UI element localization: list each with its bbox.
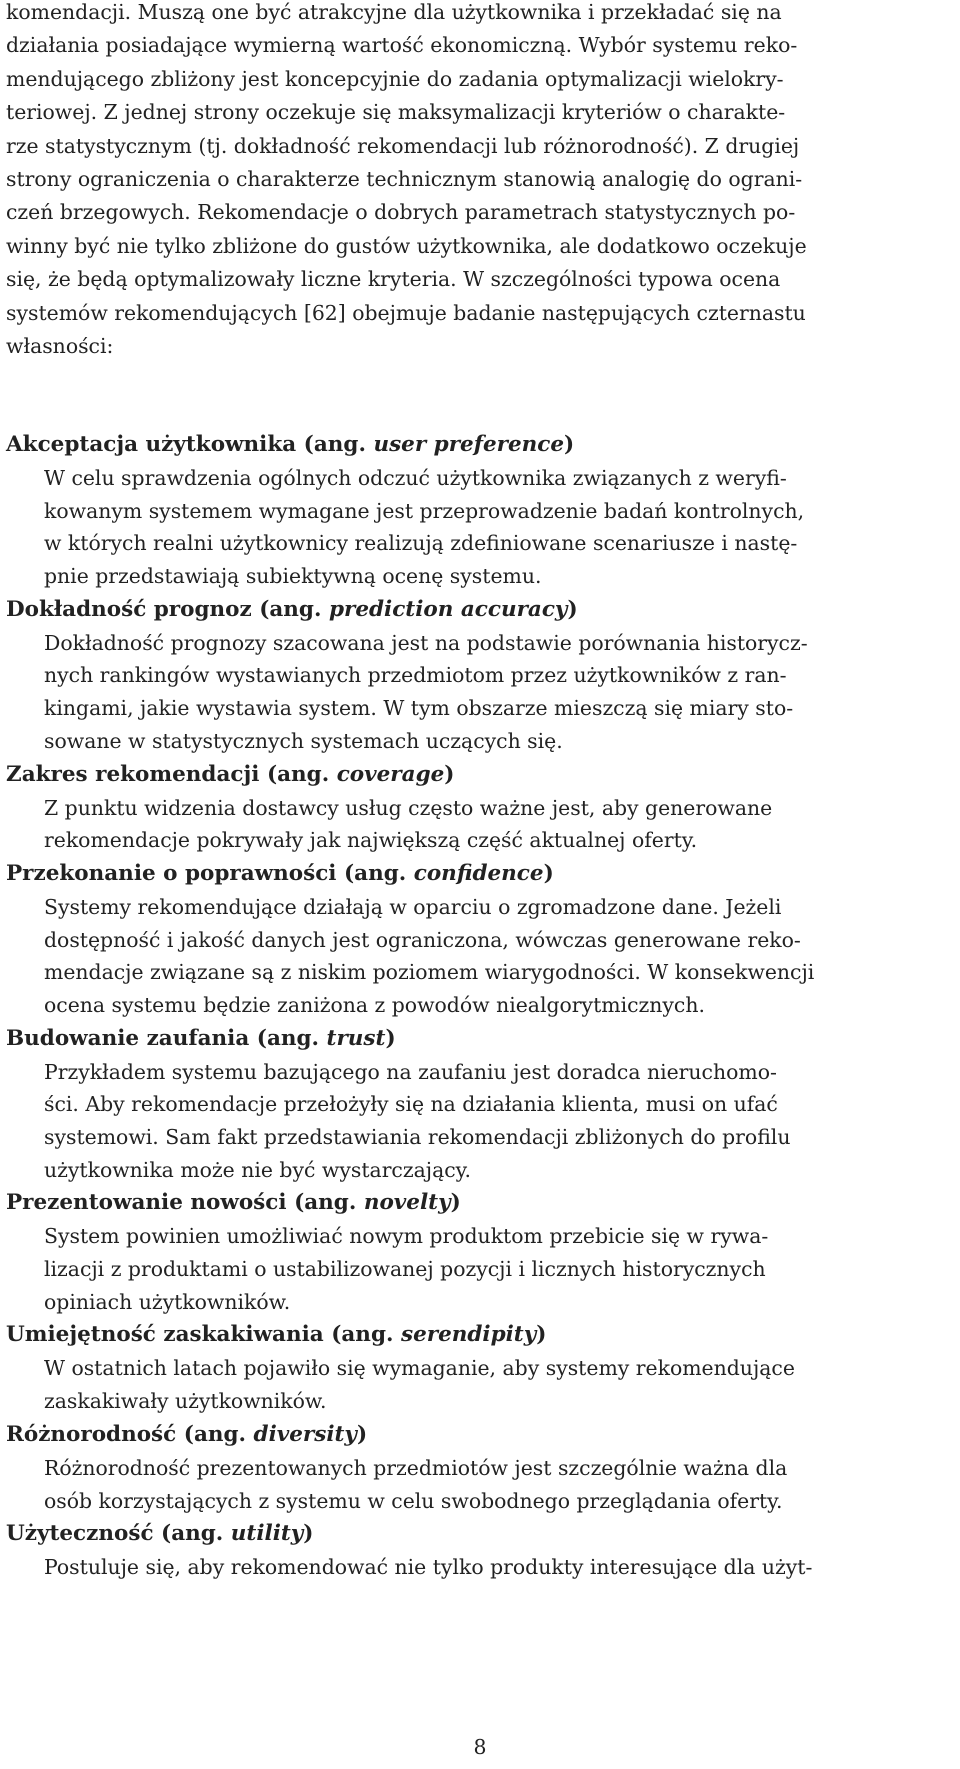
definition-description (44, 1551, 960, 1584)
definition-term (6, 1186, 956, 1220)
description-line: W celu sprawdzenia ogólnych odczuć użytkownika związanych z weryfi- (44, 466, 787, 490)
definition-entry (6, 1318, 956, 1417)
intro-line: komendacji. Muszą one być atrakcyjne dla użytkownika i przekładać się na (6, 0, 782, 24)
description-line: Różnorodność prezentowanych przedmiotów jest szczególnie ważna dla (44, 1455, 788, 1480)
description-line: mendacje związane są z niskim poziomem wiarygodności. W konsekwencji (44, 960, 815, 985)
definition-description (44, 891, 960, 1022)
term-name: Zakres rekomendacji (6, 761, 260, 787)
definition-list (6, 428, 956, 1584)
term-english: confidence (413, 860, 544, 886)
description-line: ocena systemu będzie zaniżona z powodów niealgorytmicznych. (44, 992, 705, 1017)
description-line: lizacji z produktami o ustabilizowanej pozycji i licznych historycznych (44, 1257, 766, 1282)
term-ang-prefix: (ang. (183, 1421, 247, 1447)
term-name: Przekonanie o poprawności (6, 860, 337, 886)
description-line: Postuluje się, aby rekomendować nie tylko produkty interesujące dla użyt- (44, 1555, 813, 1580)
term-close-paren: ) (536, 1322, 547, 1348)
definition-entry (6, 1517, 956, 1584)
description-line: dostępność i jakość danych jest ograniczona, wówczas generowane reko- (44, 927, 801, 952)
intro-paragraph (6, 0, 956, 363)
definition-description (44, 462, 960, 593)
term-english: trust (326, 1025, 386, 1051)
definition-term (6, 1318, 956, 1352)
definition-description (44, 1352, 960, 1417)
description-line: Systemy rekomendujące działają w oparciu o zgromadzone dane. Jeżeli (44, 894, 782, 919)
term-english: prediction accuracy (328, 596, 568, 622)
term-close-paren: ) (444, 761, 455, 787)
definition-term (6, 1418, 956, 1452)
term-english: utility (230, 1521, 304, 1547)
description-line: opiniach użytkowników. (44, 1289, 291, 1314)
intro-line: strony ograniczenia o charakterze technicznym stanowią analogię do ograni- (6, 166, 803, 191)
intro-line: rze statystycznym (tj. dokładność rekomendacji lub różnorodność). Z drugiej (6, 133, 800, 158)
definition-entry (6, 1022, 956, 1187)
term-name: Różnorodność (6, 1421, 177, 1447)
description-line: kingami, jakie wystawia system. W tym obszarze mieszczą się miary sto- (44, 696, 794, 721)
term-english: diversity (253, 1421, 357, 1447)
definition-term (6, 1517, 956, 1551)
intro-line: mendującego zbliżony jest koncepcyjnie do zadania optymalizacji wielokry- (6, 66, 784, 91)
term-close-paren: ) (385, 1025, 396, 1051)
description-line: w których realni użytkownicy realizują zdefiniowane scenariusze i nastę- (44, 531, 798, 556)
definition-term (6, 758, 956, 792)
description-line: rekomendacje pokrywały jak największą część aktualnej oferty. (44, 828, 698, 853)
description-line: użytkownika może nie być wystarczający. (44, 1157, 471, 1182)
term-ang-prefix: (ang. (294, 1190, 357, 1216)
description-line: Dokładność prognozy szacowana jest na podstawie porównania historycz- (44, 630, 808, 655)
intro-line: winny być nie tylko zbliżone do gustów użytkownika, ale dodatkowo oczekuje (6, 233, 807, 258)
term-english: serendipity (400, 1322, 537, 1348)
term-ang-prefix: (ang. (259, 596, 322, 622)
definition-description (44, 1220, 960, 1318)
intro-line: teriowej. Z jednej strony oczekuje się maksymalizacji kryteriów o charakte- (6, 100, 786, 125)
term-name: Umiejętność zaskakiwania (6, 1322, 324, 1348)
definition-term (6, 428, 956, 462)
definition-entry (6, 1418, 956, 1517)
definition-term (6, 593, 956, 627)
definition-description (44, 792, 960, 857)
term-ang-prefix: (ang. (266, 761, 330, 787)
term-close-paren: ) (567, 596, 578, 622)
term-name: Prezentowanie nowości (6, 1190, 287, 1216)
intro-line: czeń brzegowych. Rekomendacje o dobrych parametrach statystycznych po- (6, 200, 796, 225)
description-line: Z punktu widzenia dostawcy usług często ważne jest, aby generowane (44, 795, 773, 820)
term-close-paren: ) (356, 1421, 368, 1447)
definition-term (6, 1022, 956, 1056)
definition-description (44, 627, 960, 758)
page-number: 8 (473, 1735, 487, 1759)
definition-entry (6, 428, 956, 593)
definition-entry (6, 758, 956, 857)
term-ang-prefix: (ang. (343, 860, 407, 886)
term-ang-prefix: (ang. (331, 1322, 394, 1348)
description-line: ści. Aby rekomendacje przełożyły się na działania klienta, musi on ufać (44, 1092, 778, 1117)
intro-line: działania posiadające wymierną wartość ekonomiczną. Wybór systemu reko- (6, 33, 798, 58)
term-close-paren: ) (303, 1521, 314, 1547)
definition-entry (6, 1186, 956, 1318)
term-close-paren: ) (450, 1190, 461, 1216)
term-ang-prefix: (ang. (161, 1521, 224, 1547)
term-close-paren: ) (564, 432, 575, 457)
description-line: sowane w statystycznych systemach uczących się. (44, 728, 563, 753)
description-line: W ostatnich latach pojawiło się wymaganie, aby systemy rekomendujące (44, 1356, 795, 1381)
term-name: Dokładność prognoz (6, 596, 252, 622)
description-line: osób korzystających z systemu w celu swobodnego przeglądania oferty. (44, 1488, 783, 1513)
term-english: user preference (373, 432, 565, 457)
description-line: systemowi. Sam fakt przedstawiania rekomendacji zbliżonych do profilu (44, 1125, 791, 1149)
term-ang-prefix: (ang. (256, 1025, 320, 1051)
term-name: Budowanie zaufania (6, 1025, 250, 1051)
description-line: pnie przedstawiają subiektywną ocenę systemu. (44, 564, 542, 589)
definition-entry (6, 593, 956, 758)
description-line: System powinien umożliwiać nowym produktom przebicie się w rywa- (44, 1224, 769, 1249)
term-name: Akceptacja użytkownika (6, 432, 297, 457)
term-ang-prefix: (ang. (303, 432, 366, 457)
intro-line: własności: (6, 333, 114, 358)
definition-description (44, 1056, 960, 1187)
intro-line: systemów rekomendujących [62] obejmuje badanie następujących czternastu (6, 300, 806, 325)
term-english: coverage (336, 761, 445, 787)
definition-description (44, 1452, 960, 1517)
term-english: novelty (363, 1190, 451, 1216)
definition-entry (6, 857, 956, 1022)
description-line: nych rankingów wystawianych przedmiotom przez użytkowników z ran- (44, 663, 787, 688)
term-close-paren: ) (543, 860, 554, 886)
description-line: zaskakiwały użytkowników. (44, 1389, 327, 1414)
term-name: Użyteczność (6, 1521, 154, 1547)
definition-term (6, 857, 956, 891)
description-line: kowanym systemem wymagane jest przeprowadzenie badań kontrolnych, (44, 498, 805, 523)
intro-line: się, że będą optymalizowały liczne kryteria. W szczególności typowa ocena (6, 267, 781, 292)
description-line: Przykładem systemu bazującego na zaufaniu jest doradca nieruchomo- (44, 1059, 777, 1084)
